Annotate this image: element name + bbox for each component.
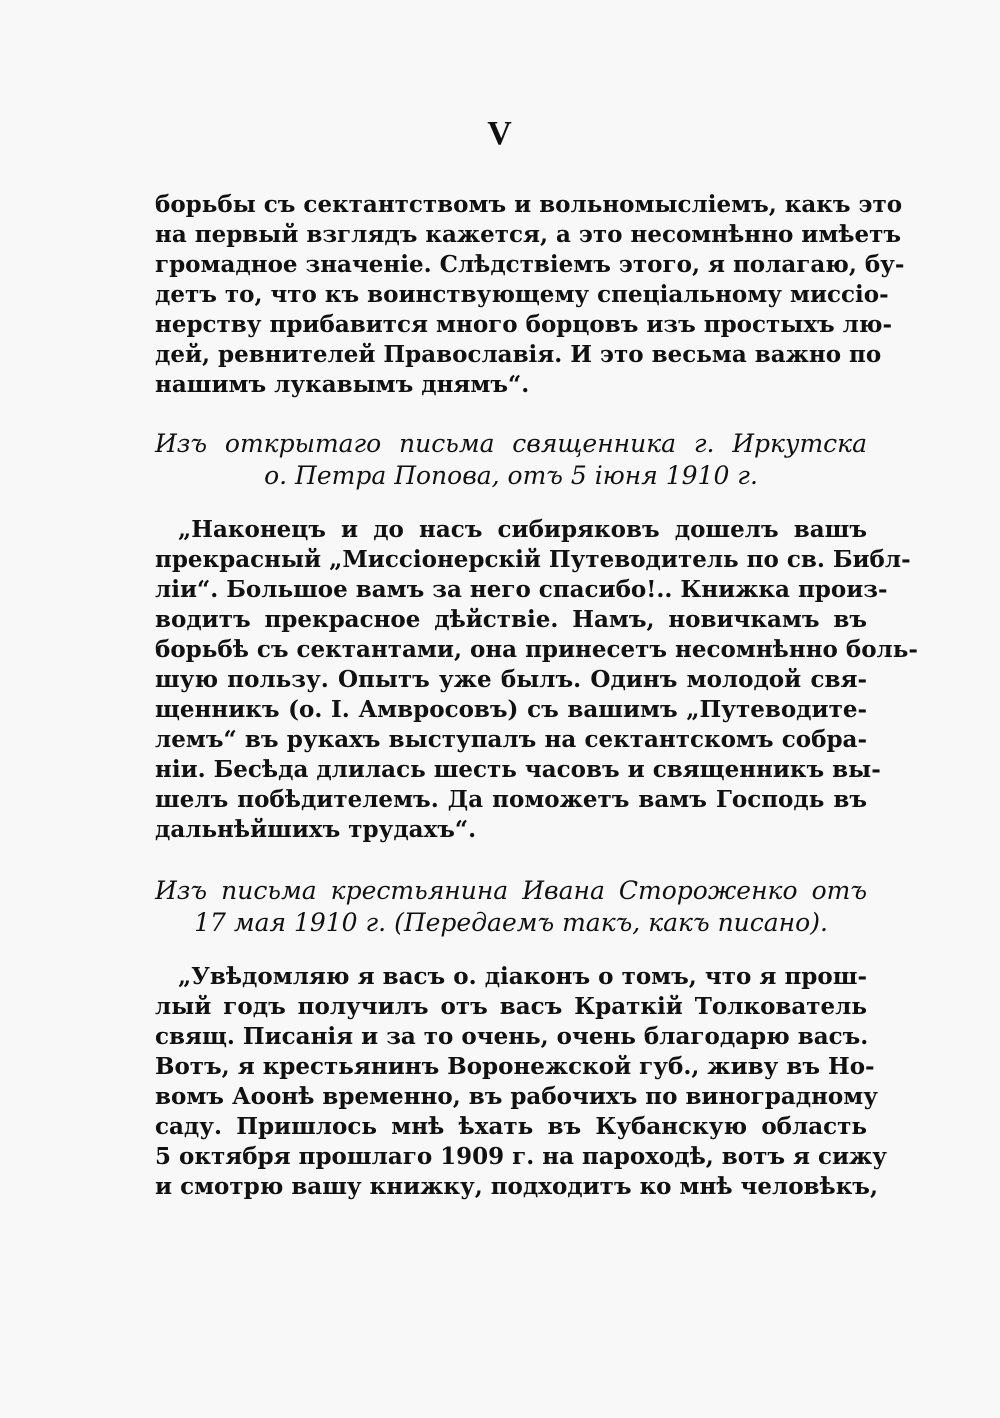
text-line: „Наконецъ и до насъ сибиряковъ дошелъ вашъ: [178, 516, 867, 543]
heading-line: Изъ письма крестьянина Ивана Стороженко отъ: [155, 876, 867, 905]
text-line: вомъ Аоонѣ временно, въ рабочихъ по виноградному: [155, 1083, 878, 1110]
text-line: Вотъ, я крестьянинъ Воронежской губ., живу въ Но-: [155, 1053, 875, 1080]
text-line: ліи“. Большое вамъ за него спасибо!.. Книжка произ-: [155, 576, 888, 603]
text-line: громадное значеніе. Слѣдствіемъ этого, я полагаю, бу-: [155, 251, 905, 278]
text-line: нашимъ лукавымъ днямъ“.: [155, 371, 530, 398]
text-line: водитъ прекрасное дѣйствіе. Намъ, новичкамъ въ: [155, 606, 867, 633]
text-line: дей, ревнителей Православія. И это весьма важно по: [155, 341, 882, 368]
text-line: дальнѣйшихъ трудахъ“.: [155, 816, 477, 843]
page-number: V: [487, 115, 513, 152]
text-line: саду. Пришлось мнѣ ѣхать въ Кубанскую область: [155, 1113, 867, 1140]
text-line: лемъ“ въ рукахъ выступалъ на сектантскомъ собра-: [155, 726, 867, 753]
heading-line: о. Петра Попова, отъ 5 іюня 1910 г.: [264, 461, 758, 490]
text-line: шую пользу. Опытъ уже былъ. Одинъ молодой свя-: [155, 666, 867, 693]
text-line: щенникъ (о. І. Амвросовъ) съ вашимъ „Путеводите-: [155, 696, 867, 723]
text-line: детъ то, что къ воинствующему спеціальному миссіо-: [155, 281, 889, 308]
text-line: нерству прибавится много борцовъ изъ простыхъ лю-: [155, 311, 893, 338]
heading-line: Изъ открытаго письма священника г. Иркутска: [155, 429, 867, 458]
text-line: лый годъ получилъ отъ васъ Краткій Толкователь: [155, 993, 867, 1020]
text-line: шелъ побѣдителемъ. Да поможетъ вамъ Господь въ: [155, 786, 867, 813]
text-line: прекрасный „Миссіонерскій Путеводитель по св. Библ-: [155, 546, 911, 573]
text-line: борьбѣ съ сектантами, она принесетъ несомнѣнно боль-: [155, 636, 918, 663]
text-line: 5 октября прошлаго 1909 г. на пароходѣ, вотъ я сижу: [155, 1143, 888, 1170]
text-line: на первый взглядъ кажется, а это несомнѣнно имѣетъ: [155, 221, 902, 248]
text-line: ніи. Бесѣда длилась шесть часовъ и священникъ вы-: [155, 756, 881, 783]
text-line: и смотрю вашу книжку, подходитъ ко мнѣ человѣкъ,: [155, 1173, 878, 1200]
text-line: свящ. Писанія и за то очень, очень благодарю васъ.: [155, 1023, 869, 1050]
text-line: „Увѣдомляю я васъ о. діаконъ о томъ, что я прош-: [178, 963, 867, 990]
text-line: борьбы съ сектантствомъ и вольномысліемъ, какъ это: [155, 191, 903, 218]
heading-line: 17 мая 1910 г. (Передаемъ такъ, какъ писано).: [194, 908, 828, 937]
